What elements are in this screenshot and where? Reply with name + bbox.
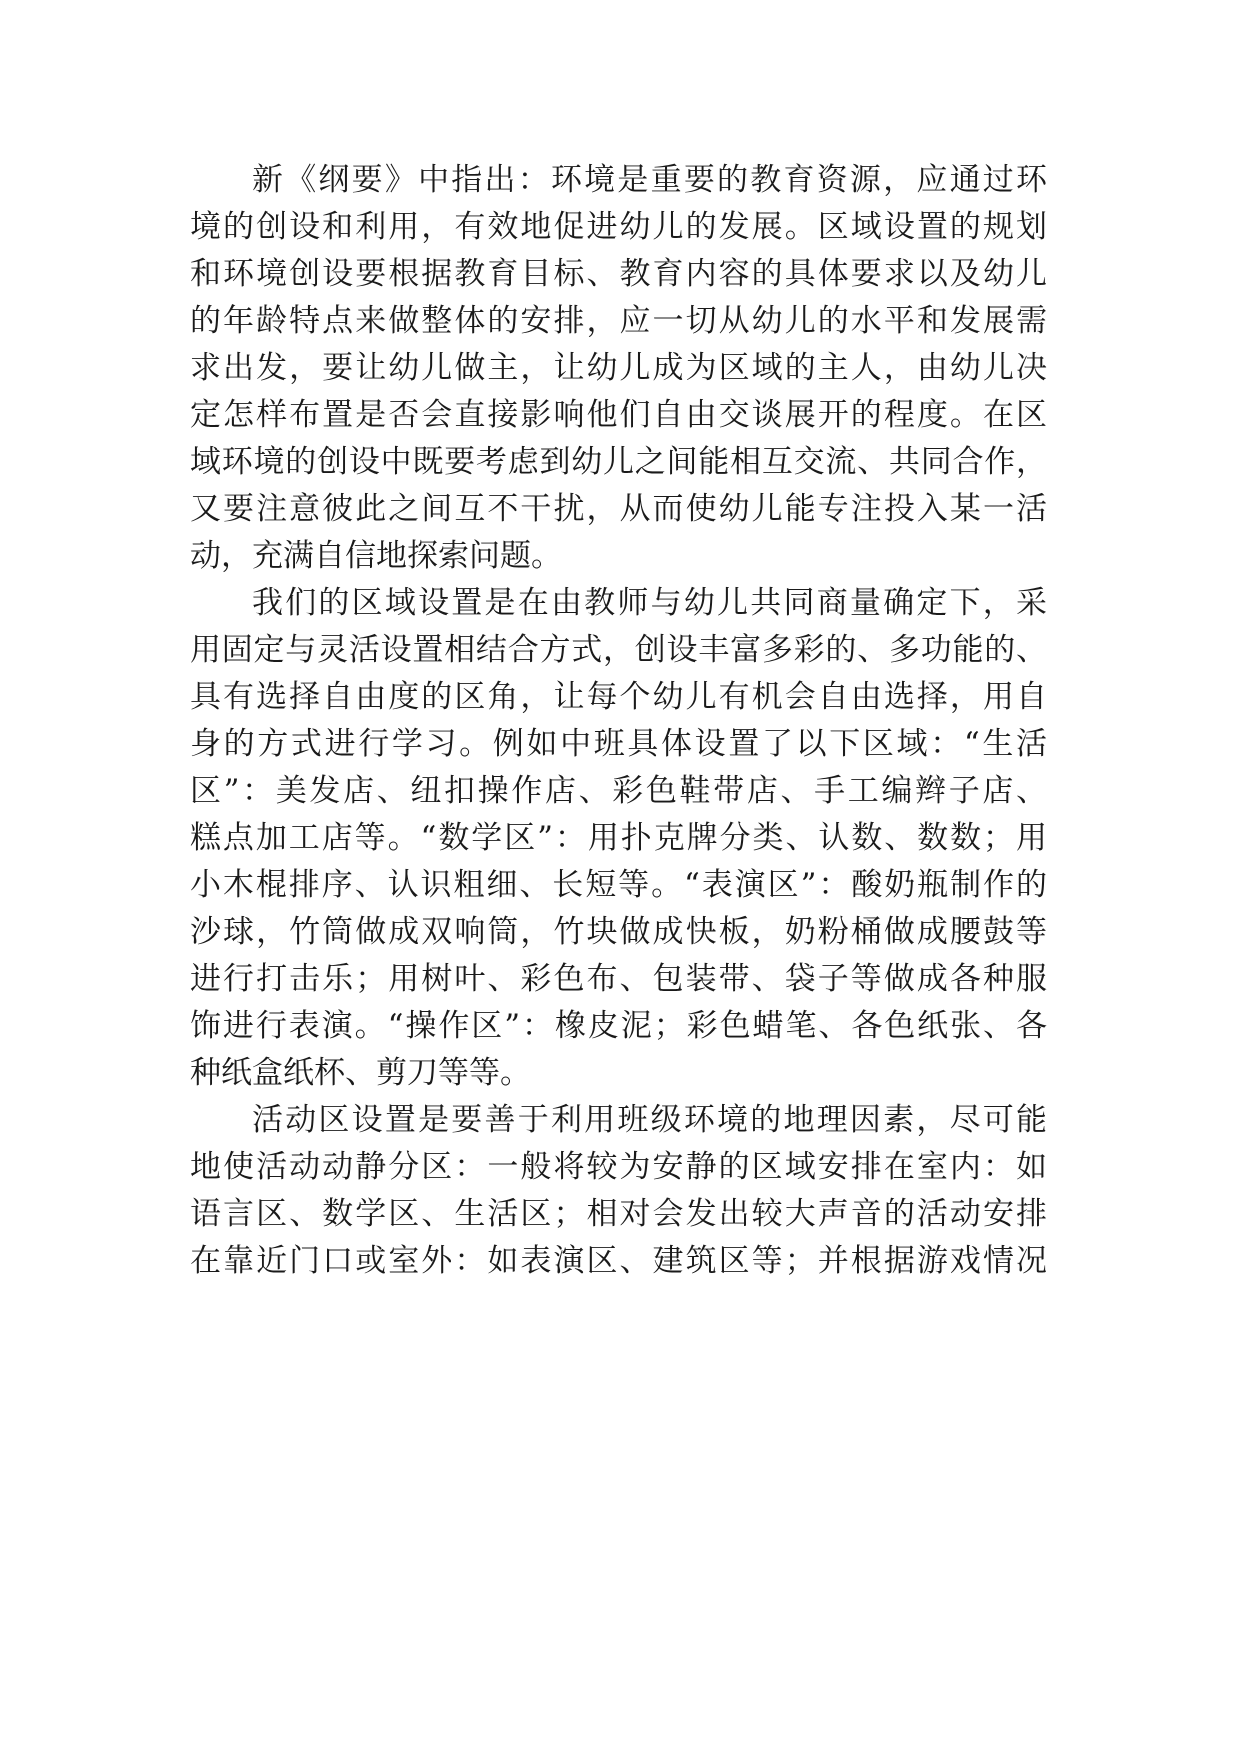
- paragraph-activity-zoning: [190, 1097, 1047, 1285]
- text-line: 沙球，竹筒做成双响筒，竹块做成快板，奶粉桶做成腰鼓等: [190, 914, 1047, 950]
- text-line: 小木棍排序、认识粗细、长短等。“表演区”：酸奶瓶制作的: [190, 867, 1047, 903]
- text-line: 我们的区域设置是在由教师与幼儿共同商量确定下，采: [252, 585, 1047, 621]
- text-line: 地使活动动静分区：一般将较为安静的区域安排在室内：如: [190, 1149, 1047, 1185]
- text-line: 新《纲要》中指出：环境是重要的教育资源，应通过环: [252, 162, 1047, 198]
- text-line: 又要注意彼此之间互不干扰，从而使幼儿能专注投入某一活: [190, 491, 1047, 527]
- text-line: 语言区、数学区、生活区；相对会发出较大声音的活动安排: [190, 1196, 1047, 1232]
- text-line: 域环境的创设中既要考虑到幼儿之间能相互交流、共同合作，: [190, 444, 1047, 480]
- document-body: [190, 157, 1047, 1285]
- text-line: 具有选择自由度的区角，让每个幼儿有机会自由选择，用自: [190, 679, 1047, 715]
- text-line: 的年龄特点来做整体的安排，应一切从幼儿的水平和发展需: [190, 303, 1047, 339]
- text-line: 用固定与灵活设置相结合方式，创设丰富多彩的、多功能的、: [190, 632, 1047, 668]
- paragraph-area-settings: [190, 580, 1047, 1097]
- text-line: 进行打击乐；用树叶、彩色布、包装带、袋子等做成各种服: [190, 961, 1047, 997]
- text-line: 求出发，要让幼儿做主，让幼儿成为区域的主人，由幼儿决: [190, 350, 1047, 386]
- text-line: 和环境创设要根据教育目标、教育内容的具体要求以及幼儿: [190, 256, 1047, 292]
- paragraph-environment-resources: [190, 157, 1047, 580]
- text-line: 糕点加工店等。“数学区”：用扑克牌分类、认数、数数；用: [190, 820, 1047, 856]
- text-line: 活动区设置是要善于利用班级环境的地理因素，尽可能: [252, 1102, 1047, 1138]
- text-line: 饰进行表演。“操作区”：橡皮泥；彩色蜡笔、各色纸张、各: [190, 1008, 1047, 1044]
- text-line: 定怎样布置是否会直接影响他们自由交谈展开的程度。在区: [190, 397, 1047, 433]
- text-line: 身的方式进行学习。例如中班具体设置了以下区域：“生活: [190, 726, 1047, 762]
- text-line: 境的创设和利用，有效地促进幼儿的发展。区域设置的规划: [190, 209, 1047, 245]
- text-line: 动，充满自信地探索问题。: [190, 538, 562, 574]
- text-line: 在靠近门口或室外：如表演区、建筑区等；并根据游戏情况: [190, 1243, 1047, 1279]
- text-line: 区”：美发店、纽扣操作店、彩色鞋带店、手工编辫子店、: [190, 773, 1047, 809]
- text-line: 种纸盒纸杯、剪刀等等。: [190, 1055, 531, 1091]
